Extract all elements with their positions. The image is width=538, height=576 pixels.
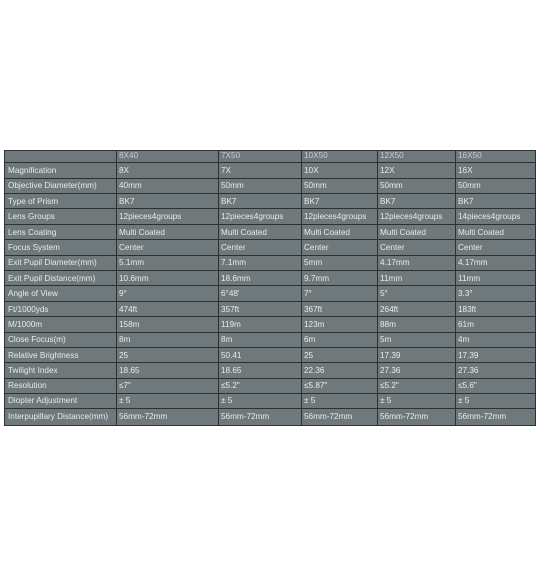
table-cell: 40mm [117, 178, 219, 193]
table-cell: 27.36 [378, 363, 456, 378]
table-cell: 10.6mm [117, 271, 219, 286]
table-cell: Center [302, 240, 378, 255]
table-row [5, 348, 536, 363]
table-cell: 357ft [219, 301, 302, 316]
table-cell: 17.39 [456, 348, 536, 363]
table-cell: 4.17mm [456, 255, 536, 270]
table-cell: Multi Coated [117, 224, 219, 239]
table-row [5, 194, 536, 209]
table-cell: 264ft [378, 301, 456, 316]
table-cell: ± 5 [117, 394, 219, 408]
table-cell: Multi Coated [219, 224, 302, 239]
row-label: Exit Pupil Diameter(mm) [5, 255, 117, 270]
table-cell: 5mm [302, 255, 378, 270]
table-cell: 4m [456, 332, 536, 347]
table-cell: BK7 [302, 194, 378, 209]
table-cell: 56mm-72mm [117, 408, 219, 425]
table-cell: 50mm [302, 178, 378, 193]
table-cell: 6m [302, 332, 378, 347]
table-cell: BK7 [117, 194, 219, 209]
table-row [5, 163, 536, 178]
table-row [5, 408, 536, 425]
table-cell: 18.65 [117, 363, 219, 378]
row-label: Type of Prism [5, 194, 117, 209]
table-cell: Center [219, 240, 302, 255]
table-cell: 7X [219, 163, 302, 178]
table-cell: 158m [117, 317, 219, 332]
table-row [5, 240, 536, 255]
table-cell: BK7 [456, 194, 536, 209]
column-header: 7X50 [219, 151, 302, 163]
column-header: 12X50 [378, 151, 456, 163]
table-cell: 56mm-72mm [219, 408, 302, 425]
table-cell: Center [117, 240, 219, 255]
table-cell: 17.39 [378, 348, 456, 363]
table-row [5, 394, 536, 408]
table-cell: 12pieces4groups [219, 209, 302, 224]
table-cell: 25 [302, 348, 378, 363]
table-row [5, 301, 536, 316]
table-row [5, 363, 536, 378]
table-cell: 12pieces4groups [117, 209, 219, 224]
header-corner-cell [5, 151, 117, 163]
table-cell: 10X [302, 163, 378, 178]
table-cell: 7° [302, 286, 378, 301]
table-cell: 12X [378, 163, 456, 178]
row-label: Interpupillary Distance(mm) [5, 408, 117, 425]
column-header: 10X50 [302, 151, 378, 163]
table-cell: 18.65 [219, 363, 302, 378]
row-label: Diopter Adjustment [5, 394, 117, 408]
row-label: Magnification [5, 163, 117, 178]
row-label: Lens Coating [5, 224, 117, 239]
table-row [5, 255, 536, 270]
binocular-spec-table [4, 150, 536, 426]
table-cell: 50mm [456, 178, 536, 193]
table-cell: 3.3° [456, 286, 536, 301]
table-cell: Center [378, 240, 456, 255]
table-cell: 56mm-72mm [456, 408, 536, 425]
table-cell: 12pieces4groups [378, 209, 456, 224]
table-cell: 56mm-72mm [378, 408, 456, 425]
table-cell: 18.6mm [219, 271, 302, 286]
table-cell: 123m [302, 317, 378, 332]
table-cell: 9° [117, 286, 219, 301]
table-row [5, 209, 536, 224]
table-cell: 11mm [378, 271, 456, 286]
table-cell: 119m [219, 317, 302, 332]
row-label: Twilight Index [5, 363, 117, 378]
table-cell: ≤5.2" [378, 378, 456, 393]
table-cell: 50mm [378, 178, 456, 193]
table-cell: 8m [117, 332, 219, 347]
table-row [5, 378, 536, 393]
row-label: Close Focus(m) [5, 332, 117, 347]
table-cell: 22.36 [302, 363, 378, 378]
table-row [5, 317, 536, 332]
row-label: Resolution [5, 378, 117, 393]
row-label: Focus System [5, 240, 117, 255]
table-cell: 11mm [456, 271, 536, 286]
table-cell: Multi Coated [302, 224, 378, 239]
table-cell: 8m [219, 332, 302, 347]
table-cell: ± 5 [456, 394, 536, 408]
table-row [5, 286, 536, 301]
table-cell: 88m [378, 317, 456, 332]
table-cell: 12pieces4groups [302, 209, 378, 224]
column-header: 8X40 [117, 151, 219, 163]
table-cell: ≤5.87" [302, 378, 378, 393]
table-cell: 25 [117, 348, 219, 363]
table-cell: Multi Coated [456, 224, 536, 239]
table-cell: 9.7mm [302, 271, 378, 286]
row-label: Ft/1000yds [5, 301, 117, 316]
table-cell: BK7 [378, 194, 456, 209]
table-row [5, 224, 536, 239]
table-cell: 5° [378, 286, 456, 301]
table-cell: 183ft [456, 301, 536, 316]
table-row [5, 271, 536, 286]
table-cell: 4.17mm [378, 255, 456, 270]
row-label: Exit Pupil Distance(mm) [5, 271, 117, 286]
table-cell: 50mm [219, 178, 302, 193]
table-cell: ± 5 [378, 394, 456, 408]
table-cell: 16X [456, 163, 536, 178]
row-label: M/1000m [5, 317, 117, 332]
table-cell: 6°48' [219, 286, 302, 301]
row-label: Angle of View [5, 286, 117, 301]
table-cell: 14pieces4groups [456, 209, 536, 224]
table-cell: ≤7" [117, 378, 219, 393]
table-row [5, 332, 536, 347]
table-cell: ± 5 [302, 394, 378, 408]
table-cell: ± 5 [219, 394, 302, 408]
table-cell: BK7 [219, 194, 302, 209]
table-row [5, 178, 536, 193]
table-cell: 27.36 [456, 363, 536, 378]
table-cell: 5m [378, 332, 456, 347]
table-cell: 7.1mm [219, 255, 302, 270]
table-cell: 474ft [117, 301, 219, 316]
table-cell: 56mm-72mm [302, 408, 378, 425]
table-cell: Center [456, 240, 536, 255]
table-header-row [5, 151, 536, 163]
table-cell: 8X [117, 163, 219, 178]
row-label: Lens Groups [5, 209, 117, 224]
column-header: 16X50 [456, 151, 536, 163]
table-cell: ≤5.2" [219, 378, 302, 393]
table-cell: ≤5.6" [456, 378, 536, 393]
table-cell: Multi Coated [378, 224, 456, 239]
table-cell: 50.41 [219, 348, 302, 363]
row-label: Objective Diameter(mm) [5, 178, 117, 193]
table-cell: 61m [456, 317, 536, 332]
table-cell: 5.1mm [117, 255, 219, 270]
table-cell: 367ft [302, 301, 378, 316]
row-label: Relative Brightness [5, 348, 117, 363]
